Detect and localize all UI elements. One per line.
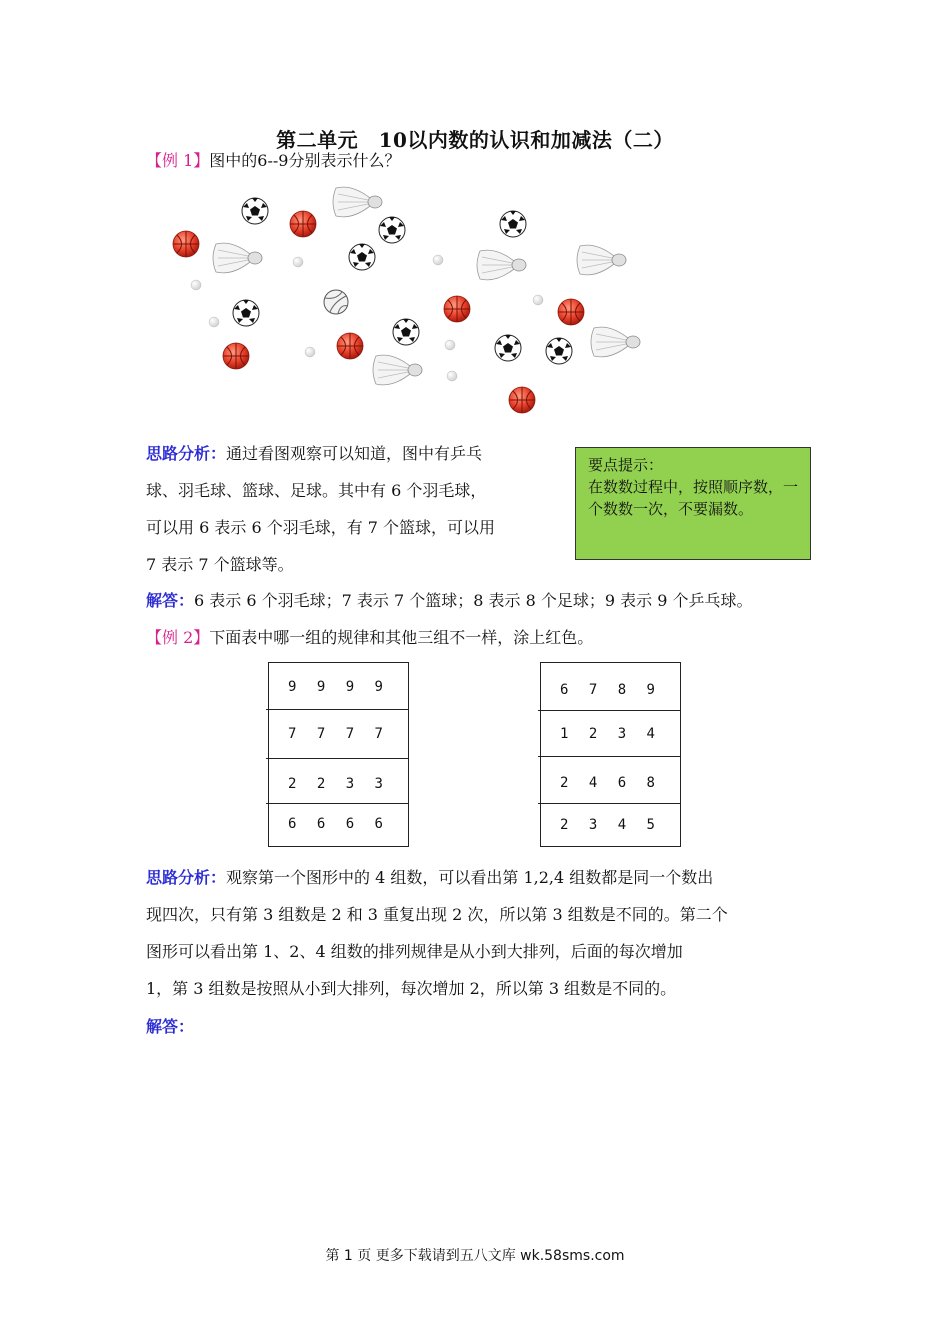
- example1-heading: [146, 150, 400, 172]
- soccer-ball-icon: [393, 319, 419, 345]
- table-cell: 6 7 8 9: [559, 682, 661, 698]
- ping-pong-ball-icon: [191, 280, 201, 290]
- example2-analysis: [146, 859, 816, 1007]
- analysis-line: 球、羽毛球、篮球、足球。其中有 6 个羽毛球，: [146, 481, 487, 500]
- shuttlecock-icon: [591, 327, 640, 357]
- table-cell: 6 6 6 6: [287, 816, 389, 832]
- example1-question: 图中的6--9分别表示什么？: [209, 151, 401, 170]
- basketball-icon: [558, 299, 584, 325]
- example2-tag: 【例 2】: [146, 628, 210, 647]
- analysis-line: 图形可以看出第 1、2、4 组数的排列规律是从小到大排列，后面的每次增加: [146, 942, 683, 961]
- number-table-left: [268, 662, 409, 847]
- answer-text: 6 表示 6 个羽毛球；7 表示 7 个篮球；8 表示 8 个足球；9 表示 9 个乒乓球。: [194, 591, 753, 610]
- ping-pong-ball-icon: [293, 257, 303, 267]
- shuttlecock-icon: [477, 250, 526, 280]
- table-cell: 7 7 7 7: [287, 726, 389, 742]
- analysis-line: 可以用 6 表示 6 个羽毛球，有 7 个篮球，可以用: [146, 518, 496, 537]
- analysis-label: 思路分析：: [146, 868, 227, 887]
- tip-box: [575, 447, 811, 560]
- soccer-ball-icon: [495, 335, 521, 361]
- page-footer: 第 1 页 更多下载请到五八文库 wk.58sms.com: [325, 1248, 625, 1264]
- basketball-icon: [337, 333, 363, 359]
- basketball-icon: [444, 296, 470, 322]
- ping-pong-ball-icon: [209, 317, 219, 327]
- ping-pong-ball-icon: [305, 347, 315, 357]
- soccer-ball-icon: [242, 198, 268, 224]
- basketball-icon: [173, 231, 199, 257]
- ping-pong-ball-icon: [533, 295, 543, 305]
- ping-pong-ball-icon: [445, 340, 455, 350]
- soccer-ball-icon: [233, 300, 259, 326]
- basketball-icon: [290, 211, 316, 237]
- example2-question: 下面表中哪一组的规律和其他三组不一样，涂上红色。: [209, 628, 594, 647]
- soccer-ball-icon: [500, 211, 526, 237]
- analysis-line: 通过看图观察可以知道，图中有乒乓: [226, 444, 483, 463]
- example1-tag: 【例 1】: [146, 151, 210, 170]
- analysis-line: 7 表示 7 个篮球等。: [146, 555, 294, 574]
- soccer-ball-icon: [546, 338, 572, 364]
- number-table-right: [540, 662, 681, 847]
- page-title: 第二单元 10以内数的认识和加减法（二）: [276, 128, 674, 152]
- analysis-label: 思路分析：: [146, 444, 227, 463]
- analysis-line: 现四次，只有第 3 组数是 2 和 3 重复出现 2 次，所以第 3 组数是不同的。第二个: [146, 905, 728, 924]
- tip-text: 在数数过程中，按照顺序数，一个数数一次，不要漏数。: [588, 478, 799, 518]
- analysis-line: 观察第一个图形中的 4 组数，可以看出第 1,2,4 组数都是同一个数出: [226, 868, 714, 887]
- analysis-line: 1，第 3 组数是按照从小到大排列，每次增加 2，所以第 3 组数是不同的。: [146, 979, 677, 998]
- ping-pong-ball-icon: [433, 255, 443, 265]
- shuttlecock-icon: [577, 245, 626, 275]
- soccer-ball-icon: [379, 217, 405, 243]
- example2-answer-label: 解答：: [146, 1017, 195, 1036]
- example1-analysis: [146, 435, 566, 583]
- tip-title: 要点提示：: [588, 456, 664, 474]
- table-cell: 2 2 3 3: [287, 776, 389, 792]
- table-cell: 9 9 9 9: [287, 679, 389, 695]
- volleyball-icon: [324, 290, 348, 314]
- basketball-icon: [223, 343, 249, 369]
- answer-label: 解答：: [146, 591, 195, 610]
- ping-pong-ball-icon: [447, 371, 457, 381]
- balls-illustration: [160, 180, 650, 420]
- shuttlecock-icon: [333, 187, 382, 217]
- example1-answer: [146, 590, 753, 612]
- basketball-icon: [509, 387, 535, 413]
- example2-heading: [146, 627, 593, 649]
- shuttlecock-icon: [213, 243, 262, 273]
- shuttlecock-icon: [373, 355, 422, 385]
- soccer-ball-icon: [349, 244, 375, 270]
- table-cell: 2 3 4 5: [559, 817, 661, 833]
- table-cell: 2 4 6 8: [559, 775, 661, 791]
- table-cell: 1 2 3 4: [559, 726, 661, 742]
